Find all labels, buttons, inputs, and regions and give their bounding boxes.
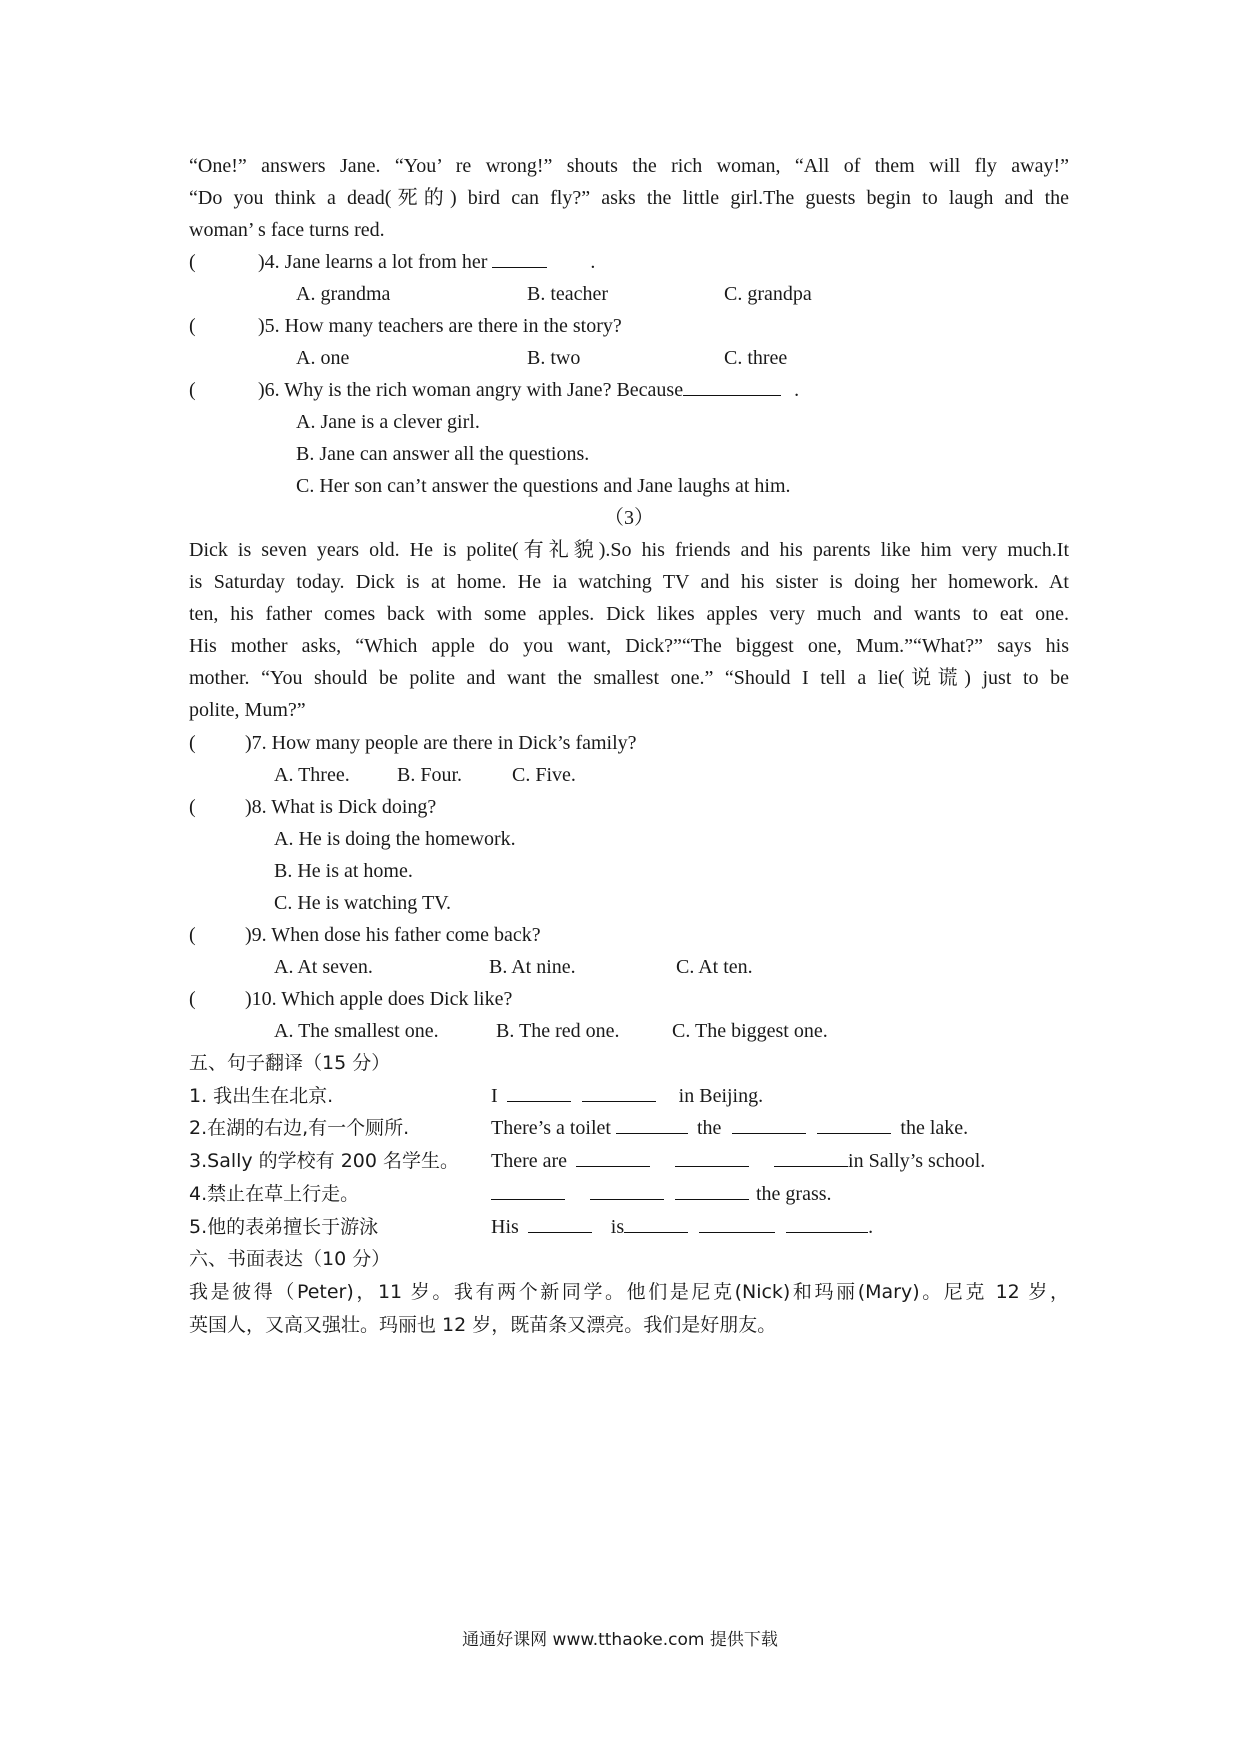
option-c: C. three xyxy=(724,347,788,369)
answer-paren-open[interactable]: ( xyxy=(189,379,196,401)
option-c: C. He is watching TV. xyxy=(274,892,452,914)
question-8 xyxy=(245,791,436,823)
option-b: B. He is at home. xyxy=(274,860,413,882)
translation-2-cn xyxy=(189,1112,409,1144)
option-c: C. grandpa xyxy=(724,283,812,305)
translation-4-en xyxy=(491,1178,832,1210)
translation-1-en xyxy=(491,1080,763,1112)
answer-blank[interactable] xyxy=(491,1181,565,1200)
translation-5-en-a: His xyxy=(491,1216,519,1238)
passage-3-heading: （3） xyxy=(604,507,654,529)
translation-5-cn xyxy=(189,1211,378,1243)
story-line-3: woman’ s face turns red. xyxy=(189,219,385,241)
translation-5-en xyxy=(491,1211,873,1243)
option-b: B. teacher xyxy=(527,283,609,305)
answer-blank[interactable] xyxy=(774,1148,848,1167)
writing-prompt-line-1: 我是彼得（Peter)，11 岁。我有两个新同学。他们是尼克(Nick)和玛丽(Mary)。尼克 12 岁， xyxy=(189,1281,1069,1303)
story-line-2: “Do you think a dead(死的) bird can fly?” asks the little girl.The guests begin to laugh and the xyxy=(189,187,1069,209)
answer-blank[interactable] xyxy=(699,1214,775,1233)
question-10 xyxy=(245,983,512,1015)
translation-1-en-b: in Beijing. xyxy=(678,1085,764,1107)
translation-4-en-a: the grass. xyxy=(756,1183,832,1205)
question-9 xyxy=(245,919,541,951)
passage-line-3: ten, his father comes back with some apples. Dick likes apples very much and wants to eat one. xyxy=(189,603,1069,625)
translation-3-en-a: There are xyxy=(491,1150,568,1172)
option-a: A. grandma xyxy=(296,283,391,305)
answer-blank[interactable] xyxy=(492,249,547,268)
question-4-text: 4. Jane learns a lot from her xyxy=(264,251,488,273)
passage-line-2: is Saturday today. Dick is at home. He ia watching TV and his sister is doing her homework. At xyxy=(189,571,1069,593)
translation-3-en xyxy=(491,1145,985,1177)
translation-2-en-a: There’s a toilet xyxy=(491,1117,611,1139)
translation-5-en-c: . xyxy=(868,1216,874,1238)
answer-blank[interactable] xyxy=(582,1083,656,1102)
option-a: A. At seven. xyxy=(274,956,373,978)
translation-1-cn xyxy=(189,1080,333,1112)
translation-2-cn-text: 2.在湖的右边,有一个厕所. xyxy=(189,1117,410,1139)
translation-4-cn-text: 4.禁止在草上行走。 xyxy=(189,1183,360,1205)
passage-line-5: mother. “You should be polite and want the smallest one.” “Should I tell a lie(说谎) just to be xyxy=(189,667,1069,689)
answer-blank[interactable] xyxy=(528,1214,592,1233)
story-line-1: “One!” answers Jane. “You’ re wrong!” shouts the rich woman, “All of them will fly away!” xyxy=(189,155,1069,177)
question-6-period: . xyxy=(794,379,800,401)
answer-paren-open[interactable]: ( xyxy=(189,732,196,754)
paren-close: ) xyxy=(245,732,252,754)
answer-blank[interactable] xyxy=(786,1214,868,1233)
section-5-title: 五、句子翻译（15 分） xyxy=(189,1052,391,1074)
option-b: B. The red one. xyxy=(496,1020,620,1042)
paren-close: ) xyxy=(245,924,252,946)
answer-blank[interactable] xyxy=(732,1115,806,1134)
option-b: B. At nine. xyxy=(489,956,576,978)
answer-blank[interactable] xyxy=(817,1115,891,1134)
answer-blank[interactable] xyxy=(675,1148,749,1167)
question-6 xyxy=(258,374,799,406)
translation-5-cn-text: 5.他的表弟擅长于游泳 xyxy=(189,1216,379,1238)
answer-blank[interactable] xyxy=(507,1083,571,1102)
question-7 xyxy=(245,727,637,759)
translation-5-en-b: is xyxy=(610,1216,625,1238)
option-c: C. At ten. xyxy=(676,956,753,978)
answer-paren-open[interactable]: ( xyxy=(189,796,196,818)
answer-blank[interactable] xyxy=(624,1214,688,1233)
answer-paren-open[interactable]: ( xyxy=(189,315,196,337)
question-6-text: 6. Why is the rich woman angry with Jane? Because xyxy=(264,379,684,401)
answer-blank[interactable] xyxy=(683,377,781,396)
option-c: C. Her son can’t answer the questions and Jane laughs at him. xyxy=(296,475,791,497)
answer-blank[interactable] xyxy=(675,1181,749,1200)
page-footer: 通通好课网 www.tthaoke.com 提供下载 xyxy=(462,1630,778,1650)
option-c: C. The biggest one. xyxy=(672,1020,828,1042)
passage-line-4: His mother asks, “Which apple do you want, Dick?”“The biggest one, Mum.”“What?” says his xyxy=(189,635,1069,657)
translation-2-en xyxy=(491,1112,968,1144)
question-5 xyxy=(258,310,622,342)
answer-blank[interactable] xyxy=(616,1115,688,1134)
question-7-text: 7. How many people are there in Dick’s family? xyxy=(251,732,637,754)
question-4 xyxy=(258,246,595,278)
answer-paren-open[interactable]: ( xyxy=(189,924,196,946)
translation-3-cn xyxy=(189,1145,459,1177)
question-9-text: 9. When dose his father come back? xyxy=(251,924,541,946)
paren-close: ) xyxy=(245,796,252,818)
option-a: A. The smallest one. xyxy=(274,1020,439,1042)
option-b: B. Jane can answer all the questions. xyxy=(296,443,590,465)
option-a: A. He is doing the homework. xyxy=(274,828,516,850)
writing-prompt-line-2: 英国人，又高又强壮。玛丽也 12 岁，既苗条又漂亮。我们是好朋友。 xyxy=(189,1314,777,1336)
option-a: A. Three. xyxy=(274,764,350,786)
translation-4-cn xyxy=(189,1178,359,1210)
option-a: A. Jane is a clever girl. xyxy=(296,411,480,433)
option-c: C. Five. xyxy=(512,764,576,786)
paren-close: ) xyxy=(258,315,265,337)
paren-close: ) xyxy=(258,379,265,401)
translation-1-en-a: I xyxy=(491,1085,498,1107)
answer-paren-open[interactable]: ( xyxy=(189,988,196,1010)
answer-paren-open[interactable]: ( xyxy=(189,251,196,273)
translation-2-en-c: the lake. xyxy=(900,1117,969,1139)
option-b: B. Four. xyxy=(397,764,463,786)
question-10-text: 10. Which apple does Dick like? xyxy=(251,988,513,1010)
passage-line-6: polite, Mum?” xyxy=(189,699,306,721)
answer-blank[interactable] xyxy=(576,1148,650,1167)
answer-blank[interactable] xyxy=(590,1181,664,1200)
paren-close: ) xyxy=(245,988,252,1010)
translation-3-en-b: in Sally’s school. xyxy=(848,1150,986,1172)
section-6-title: 六、书面表达（10 分） xyxy=(189,1248,391,1270)
option-b: B. two xyxy=(527,347,581,369)
paren-close: ) xyxy=(258,251,265,273)
translation-3-cn-text: 3.Sally 的学校有 200 名学生。 xyxy=(189,1150,460,1172)
translation-1-cn-text: 1. 我出生在北京. xyxy=(189,1085,334,1107)
passage-line-1: Dick is seven years old. He is polite(有礼貌).So his friends and his parents like him very much.It xyxy=(189,539,1069,561)
question-8-text: 8. What is Dick doing? xyxy=(251,796,437,818)
question-4-period: . xyxy=(590,251,596,273)
question-5-text: 5. How many teachers are there in the story? xyxy=(264,315,622,337)
option-a: A. one xyxy=(296,347,350,369)
translation-2-en-b: the xyxy=(696,1117,722,1139)
